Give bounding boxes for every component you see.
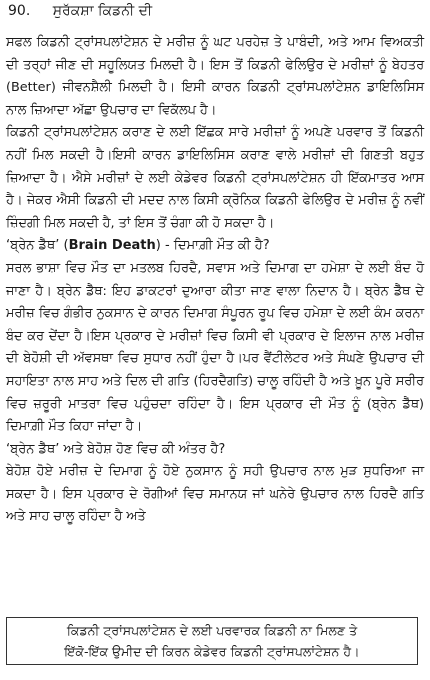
running-title: ਸੁਰੱਕਸ਼ਾ ਕਿਡਨੀ ਦੀ [52,3,153,19]
paragraph-cadaver-transplant: ਕਿਡਨੀ ਟ੍ਰਾਂਸਪਲਾਂਟੇਸ਼ਨ ਕਰਾਣ ਦੇ ਲਈ ਇੱਛਕ ਸਾਰੇ ਮਰੀਜ਼ਾਂ ਨੂੰ ਅਪਣੇ ਪਰਵਾਰ ਤੋਂ ਕਿਡਨੀ ਨਹੀਂ ਮਿਲ ਸਕਦੀ ਹੈ।ਇਸੀ ਕਾਰਨ ਡਾਇਲਿਸਿਸ ਕਰਾਣ ਵਾਲੇ ਮਰੀਜ਼ਾਂ ਦੀ ਗਿਣਤੀ ਬਹੁਤ ਜ਼ਿਆਦਾ ਹੈ। ਐਸੇ ਮਰੀਜ਼ਾਂ ਦੇ ਲਈ ਕੇਡੇਵਰ ਕਿਡਨੀ ਟ੍ਰਾਂਸਪਲਾਂਟੇਸ਼ਨ ਹੀ ਇੱਕਮਾਤਰ ਆਸ ਹੈ। ਜੇਕਰ ਐਸੀ ਕਿਡਨੀ ਦੀ ਮਦਦ ਨਾਲ ਕਿਸੀ ਕ੍ਰੋਨਿਕ ਕਿਡਨੀ ਫੇਲਿਉਰ ਦੇ ਮਰੀਜ਼ ਨੂੰ ਨਵੀਂ ਜ਼ਿੰਦਗੀ ਮਿਲ ਸਕਦੀ ਹੈ, ਤਾਂ ਇਸ ਤੋਂ ਚੰਗਾ ਕੀ ਹੋ ਸਕਦਾ ਹੈ। [6,125,424,231]
page-number: 90. [8,3,31,19]
heading-brain-death-english: Brain Death [68,238,156,254]
heading-brain-death-suffix: ) - ਦਿਮਾਗ਼ੀ ਮੌਤ ਕੀ ਹੈ? [155,238,270,254]
callout-line-2: ਇੱਕੋ-ਇੱਕ ਉਮੀਦ ਦੀ ਕਿਰਨ ਕੇਡੇਵਰ ਕਿਡਨੀ ਟ੍ਰਾਂਸਪਲਾਂਟੇਸ਼ਨ ਹੈ। [64,644,360,659]
running-header [8,2,152,20]
main-text [6,32,424,529]
paragraph-transplant-benefits: ਸਫਲ ਕਿਡਨੀ ਟ੍ਰਾਂਸਪਲਾਂਟੇਸ਼ਨ ਦੇ ਮਰੀਜ਼ ਨੂੰ ਘਟ ਪਰਹੇਜ਼ ਤੇ ਪਾਬੰਦੀ, ਅਤੇ ਆਮ ਵਿਅਕਤੀ ਦੀ ਤਰ੍ਹਾਂ ਜੀਣ ਦੀ ਸਹੂਲਿਯਤ ਮਿਲਦੀ ਹੈ। ਇਸ ਤੋਂ ਕਿਡਨੀ ਫੇਲਿਉਰ ਦੇ ਮਰੀਜ਼ਾਂ ਨੂੰ ਬੇਹਤਰ (Better) ਜੀਵਨਸ਼ੈਲੀ ਮਿਲਦੀ ਹੈ। ਇਸੀ ਕਾਰਨ ਕਿਡਨੀ ਟ੍ਰਾਂਸਪਲਾਂਟੇਸ਼ਨ ਡਾਇਲਿਸਿਸ ਨਾਲ ਜ਼ਿਆਦਾ ਅੱਛਾ ਉਪਚਾਰ ਦਾ ਵਿਕੱਲਪ ਹੈ। [6,35,424,118]
paragraph-brain-death: ਸਰਲ ਭਾਸ਼ਾ ਵਿਚ ਮੌਤ ਦਾ ਮਤਲਬ ਹਿਰਦੈ, ਸਵਾਸ ਅਤੇ ਦਿਮਾਗ ਦਾ ਹਮੇਸ਼ਾ ਦੇ ਲਈ ਬੰਦ ਹੋ ਜਾਣਾ ਹੈ। ਬ੍ਰੇਨ ਡੈੱਥ: ਇਹ ਡਾਕਟਰਾਂ ਦੁਆਰਾ ਕੀਤਾ ਜਾਣ ਵਾਲਾ ਨਿਦਾਨ ਹੈ। ਬ੍ਰੇਨ ਡੈੱਥ ਦੇ ਮਰੀਜ਼ ਵਿਚ ਗੰਭੀਰ ਨੁਕਸਾਨ ਦੇ ਕਾਰਨ ਦਿਮਾਗ ਸੰਪੂਰਨ ਰੂਪ ਵਿਚ ਹਮੇਸ਼ਾ ਦੇ ਲਈ ਕੰਮ ਕਰਨਾ ਬੰਦ ਕਰ ਦੇਂਦਾ ਹੈ।ਇਸ ਪ੍ਰਕਾਰ ਦੇ ਮਰੀਜ਼ਾਂ ਵਿਚ ਕਿਸੀ ਵੀ ਪ੍ਰਕਾਰ ਦੇ ਇਲਾਜ ਨਾਲ ਮਰੀਜ਼ ਦੀ ਬੇਹੋਸ਼ੀ ਦੀ ਅੱਵਸਥਾ ਵਿਚ ਸੁਧਾਰ ਨਹੀਂ ਹੁੰਦਾ ਹੈ।ਪਰ ਵੈਂਟੀਲੇਟਰ ਅਤੇ ਸੰਘਣੇ ਉਪਚਾਰ ਦੀ ਸਹਾਇਤਾ ਨਾਲ ਸਾਹ ਅਤੇ ਦਿਲ ਦੀ ਗਤਿ (ਹਿਰਦੈਗਤਿ) ਚਾਲੂ ਰਹਿੰਦੀ ਹੈ ਅਤੇ ਖ਼ੂਨ ਪੂਰੇ ਸਰੀਰ ਵਿਚ ਜ਼ਰੂਰੀ ਮਾਤਰਾ ਵਿਚ ਪਹੁੰਚਦਾ ਰਹਿੰਦਾ ਹੈ। ਇਸ ਪ੍ਰਕਾਰ ਦੀ ਮੌਤ ਨੂੰ (ਬ੍ਰੇਨ ਡੈੱਥ) ਦਿਮਾਗ਼ੀ ਮੌਤ ਕਿਹਾ ਜਾਂਦਾ ਹੈ। [6,260,424,435]
heading-brain-death-vs-coma: ‘ਬ੍ਰੇਨ ਡੈੱਥ’ ਅਤੇ ਬੇਹੋਸ਼ ਹੋਣ ਵਿਚ ਕੀ ਅੰਤਰ ਹੈ? [6,441,226,457]
heading-brain-death-prefix: ‘ਬ੍ਰੇਨ ਡੈੱਥ’ ( [6,238,69,254]
callout-line-1: ਕਿਡਨੀ ਟ੍ਰਾਂਸਪਲਾਂਟੇਸ਼ਨ ਦੇ ਲਈ ਪਰਵਾਰਕ ਕਿਡਨੀ ਨਾ ਮਿਲਣ ਤੇ [66,623,358,638]
heading-brain-death [6,235,424,258]
paragraph-brain-death-vs-coma: ਬੇਹੋਸ਼ ਹੋਏ ਮਰੀਜ਼ ਦੇ ਦਿਮਾਗ ਨੂੰ ਹੋਏ ਨੁਕਸਾਨ ਨੂੰ ਸਹੀ ਉਪਚਾਰ ਨਾਲ ਮੁੜ ਸੁਧਰਿਆ ਜਾ ਸਕਦਾ ਹੈ। ਇਸ ਪ੍ਰਕਾਰ ਦੇ ਰੋਗੀਆਂ ਵਿਚ ਸਮਾਨਯ ਜਾਂ ਘਨੇਰੇ ਉਪਚਾਰ ਨਾਲ ਹਿਰਦੈ ਗਤਿ ਅਤੇ ਸਾਹ ਚਾਲੂ ਰਹਿੰਦਾ ਹੈ ਅਤੇ [6,464,424,525]
callout-box [6,617,418,665]
